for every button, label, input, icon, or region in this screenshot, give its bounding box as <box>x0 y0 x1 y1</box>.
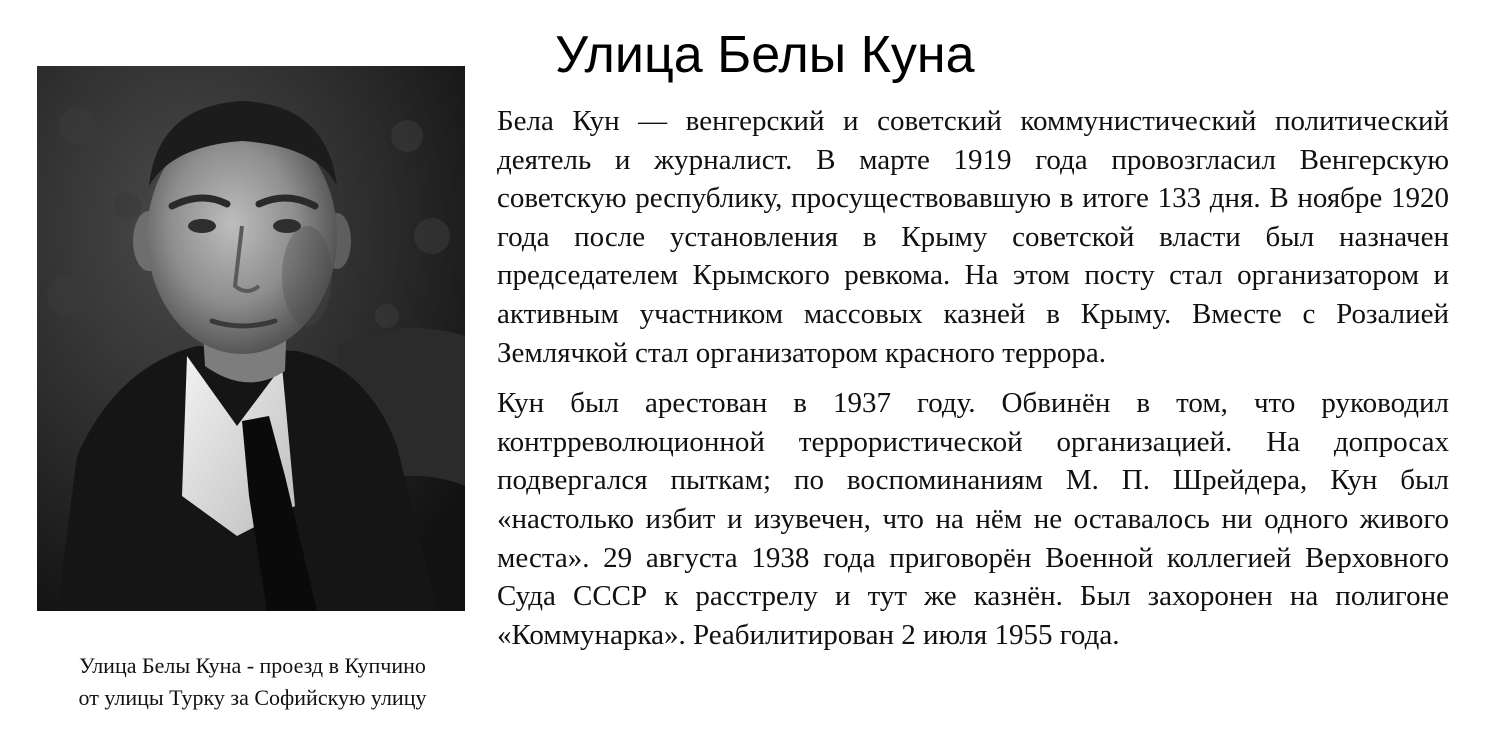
paragraph-2: Кун был арестован в 1937 году. Обвинён в том, что руководил контрреволюционной террористической организацией. На допросах подвергался пыткам; по воспоминаниям М. П. Шрейдера, Кун был «настолько избит и изувечен, что на нём не оставалось ни одного живого места». 29 августа 1938 года приговорён Военной коллегией Верховного Суда СССР к расстрелу и тут же казнён. Был захоронен на полигоне «Коммунарка». Реабилитирован 2 июля 1955 года. <box>497 387 1449 651</box>
paragraph-1: Бела Кун — венгерский и советский коммунистический политический деятель и журналист. В марте 1919 года провозгласил Венгерскую советскую республику, просуществовавшую в итоге 133 дня. В ноябре 1920 года после установления в Крыму советской власти был назначен председателем Крымского ревкома. На этом посту стал организатором и активным участником массовых казней в Крыму. Вместе с Розалией Землячкой стал организатором красного террора. <box>497 105 1449 369</box>
caption-line-1: Улица Белы Куна - проезд в Купчино <box>79 653 426 678</box>
portrait-photo <box>37 66 465 611</box>
caption-line-2: от улицы Турку за Софийскую улицу <box>78 685 427 710</box>
biography-text <box>497 102 1449 654</box>
photo-caption <box>30 650 475 714</box>
page-title: Улица Белы Куна <box>555 26 975 84</box>
